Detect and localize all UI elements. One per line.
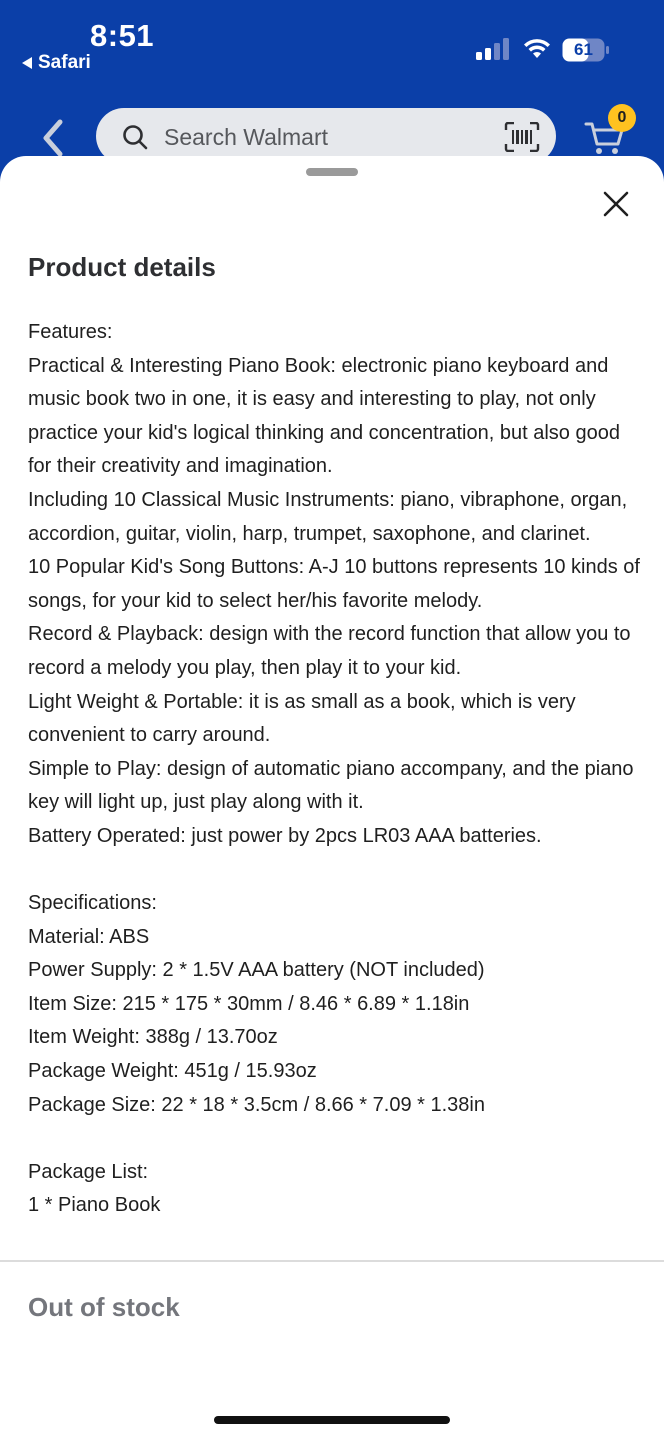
specifications-heading: Specifications: — [28, 892, 157, 915]
package-item: 1 * Piano Book — [28, 1194, 161, 1217]
spec-item: Material: ABS — [28, 925, 150, 948]
sheet-title: Product details — [28, 252, 216, 282]
battery-level: 61 — [574, 40, 593, 59]
back-to-app-link[interactable] — [22, 52, 91, 74]
stock-status: Out of stock — [28, 1292, 180, 1322]
features-heading: Features: — [28, 321, 113, 343]
back-app-label: Safari — [38, 52, 91, 73]
spec-item: Item Size: 215 * 175 * 30mm / 8.46 * 6.89 * 1.18in — [28, 992, 470, 1015]
sheet-grabber[interactable] — [306, 168, 358, 176]
close-icon[interactable] — [602, 190, 630, 218]
home-indicator[interactable] — [214, 1416, 450, 1424]
feature-item: Battery Operated: just power by 2pcs LR03 AAA batteries. — [28, 824, 542, 847]
wifi-icon — [522, 36, 552, 60]
spec-item: Power Supply: 2 * 1.5V AAA battery (NOT included) — [28, 959, 485, 982]
cellular-signal-icon — [476, 38, 510, 60]
section-spacer — [28, 1122, 640, 1156]
divider — [0, 1260, 664, 1262]
feature-item: Record & Playback: design with the record function that allow you to record a melody you play, then play it to your kid. — [28, 623, 631, 679]
section-spacer — [28, 854, 640, 888]
cart-count-badge: 0 — [608, 104, 636, 132]
spec-item: Package Size: 22 * 18 * 3.5cm / 8.66 * 7.09 * 1.38in — [28, 1093, 485, 1116]
feature-item: Practical & Interesting Piano Book: electronic piano keyboard and music book two in one, it is easy and interesting to play, not only practice your kid's logical thinking and concentration, but also good for their creativity and imagination. — [28, 354, 620, 478]
feature-item: Simple to Play: design of automatic piano accompany, and the piano key will light up, just play along with it. — [28, 757, 634, 814]
back-triangle-icon — [22, 57, 32, 69]
back-chevron-icon[interactable] — [38, 118, 68, 158]
feature-item: Including 10 Classical Music Instruments: piano, vibraphone, organ, accordion, guitar, violin, harp, trumpet, saxophone, and clarinet. — [28, 488, 628, 545]
spec-item: Package Weight: 451g / 15.93oz — [28, 1060, 317, 1083]
product-details-text — [28, 316, 640, 1223]
cart-button[interactable] — [584, 110, 640, 160]
feature-item: Light Weight & Portable: it is as small as a book, which is very convenient to carry around. — [28, 690, 576, 747]
feature-item: 10 Popular Kid's Song Buttons: A-J 10 buttons represents 10 kinds of songs, for your kid to select her/his favorite melody. — [28, 556, 640, 612]
search-input[interactable]: Search Walmart — [164, 124, 329, 150]
product-details-sheet — [0, 156, 664, 1440]
search-icon — [122, 124, 148, 150]
spec-item: Item Weight: 388g / 13.70oz — [28, 1026, 278, 1049]
barcode-scan-icon[interactable] — [504, 122, 540, 152]
status-time: 8:51 — [90, 18, 155, 53]
package-list-heading: Package List: — [28, 1160, 149, 1183]
status-bar — [0, 0, 664, 90]
